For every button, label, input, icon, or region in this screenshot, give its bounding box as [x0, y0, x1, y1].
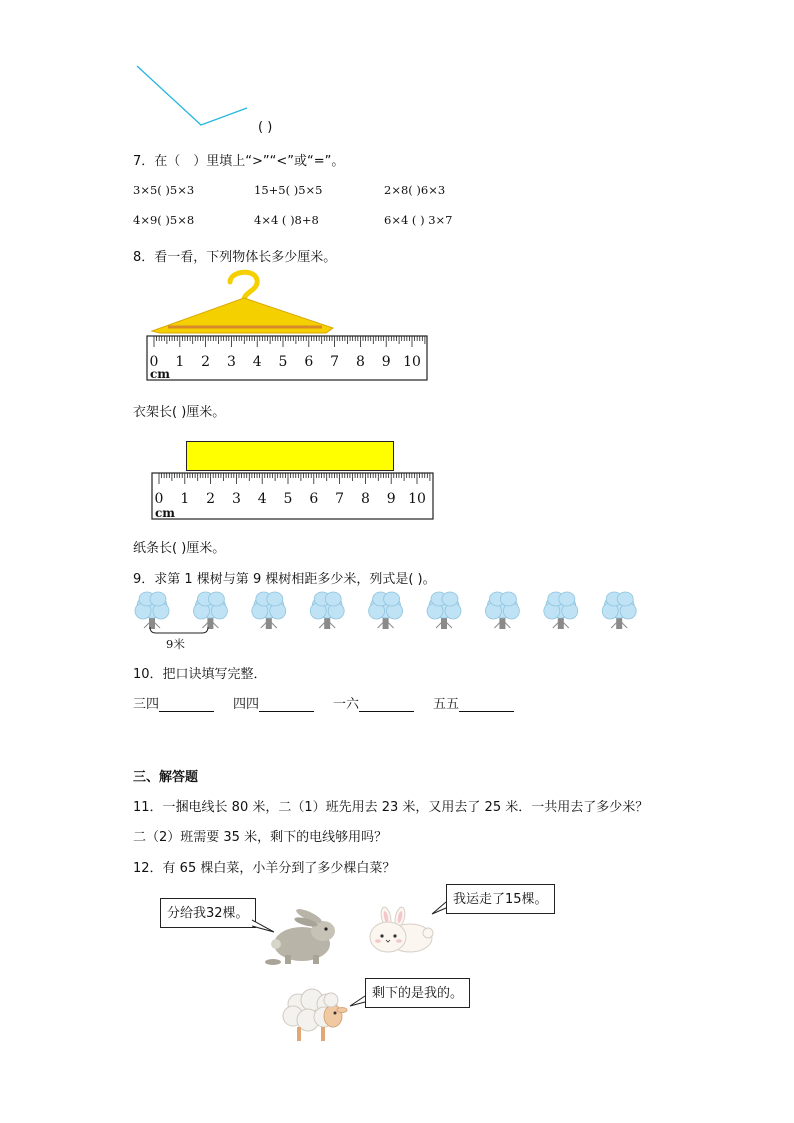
- ruler-strip-unit-label: cm: [155, 506, 176, 520]
- ruler-hanger-tick-label: 3: [226, 354, 236, 370]
- q7-title: 7．在（ ）里填上“>”“<”或“=”。: [133, 154, 345, 169]
- ruler-strip-tick-label: 2: [206, 491, 216, 507]
- distance-label: 9米: [166, 637, 185, 651]
- ruler-hanger-tick-label: 6: [304, 354, 314, 370]
- ruler-strip-tick-label: 7: [335, 491, 345, 507]
- ruler-strip-tick-label: 6: [309, 491, 319, 507]
- ruler-hanger-tick-label: 10: [403, 354, 421, 370]
- q10-title: 10．把口诀填写完整．: [133, 667, 267, 682]
- q7-row1-item2: 15+5( )5×5: [254, 183, 323, 197]
- ruler-strip-tick-label: 10: [408, 491, 426, 507]
- q9-title: 9．求第 1 棵树与第 9 棵树相距多少米，列式是( )。: [133, 572, 436, 587]
- q8-strip-answer: 纸条长( )厘米。: [133, 541, 226, 556]
- ruler-hanger-tick-label: 9: [381, 354, 391, 370]
- ruler-strip-tick-label: 3: [231, 491, 241, 507]
- q11-line2: 二（2）班需要 35 米，剩下的电线够用吗？: [133, 830, 388, 845]
- q6-answer-paren: ( ): [258, 120, 273, 135]
- ruler-strip-tick-label: 4: [257, 491, 267, 507]
- section3-heading: 三、解答题: [133, 770, 199, 785]
- q10-item-3: 一六: [333, 693, 414, 712]
- q7-row1-item3: 2×8( )6×3: [384, 183, 446, 197]
- q7-row2-item3: 6×4 ( ) 3×7: [384, 213, 453, 227]
- rabbit1-speech-bubble: 分给我32棵。: [160, 898, 256, 928]
- q10-item-1: 三四: [133, 693, 214, 712]
- ruler-strip-tick-label: 0: [154, 491, 164, 507]
- q7-row1-item1: 3×5( )5×3: [133, 183, 195, 197]
- ruler-strip-tick-label: 5: [283, 491, 293, 507]
- sheep-speech-bubble: 剩下的是我的。: [365, 978, 470, 1008]
- ruler-hanger-tick-label: 4: [252, 354, 262, 370]
- q7-row2-item2: 4×4 ( )8+8: [254, 213, 319, 227]
- q12-title: 12．有 65 棵白菜，小羊分到了多少棵白菜？: [133, 861, 396, 876]
- rabbit2-speech-bubble: 我运走了15棵。: [446, 884, 555, 914]
- ruler-strip-tick-label: 8: [360, 491, 370, 507]
- ruler-hanger-tick-label: 5: [278, 354, 288, 370]
- ruler-hanger-tick-label: 1: [175, 354, 185, 370]
- ruler-hanger-tick-label: 8: [355, 354, 365, 370]
- q11-line1: 11．一捆电线长 80 米，二（1）班先用去 23 米，又用去了 25 米．一共用去了多少米？: [133, 800, 649, 815]
- ruler-strip-tick-label: 1: [180, 491, 190, 507]
- q10-item-4: 五五: [433, 693, 514, 712]
- ruler-hanger-unit-label: cm: [150, 367, 171, 381]
- ruler-hanger-tick-label: 2: [201, 354, 211, 370]
- ruler-hanger-tick-label: 0: [149, 354, 159, 370]
- q8-title: 8．看一看，下列物体长多少厘米。: [133, 250, 337, 265]
- ruler-hanger-tick-label: 7: [330, 354, 340, 370]
- q8-hanger-answer: 衣架长( )厘米。: [133, 405, 226, 420]
- q7-row2-item1: 4×9( )5×8: [133, 213, 195, 227]
- ruler-strip-tick-label: 9: [386, 491, 396, 507]
- q10-item-2: 四四: [233, 693, 314, 712]
